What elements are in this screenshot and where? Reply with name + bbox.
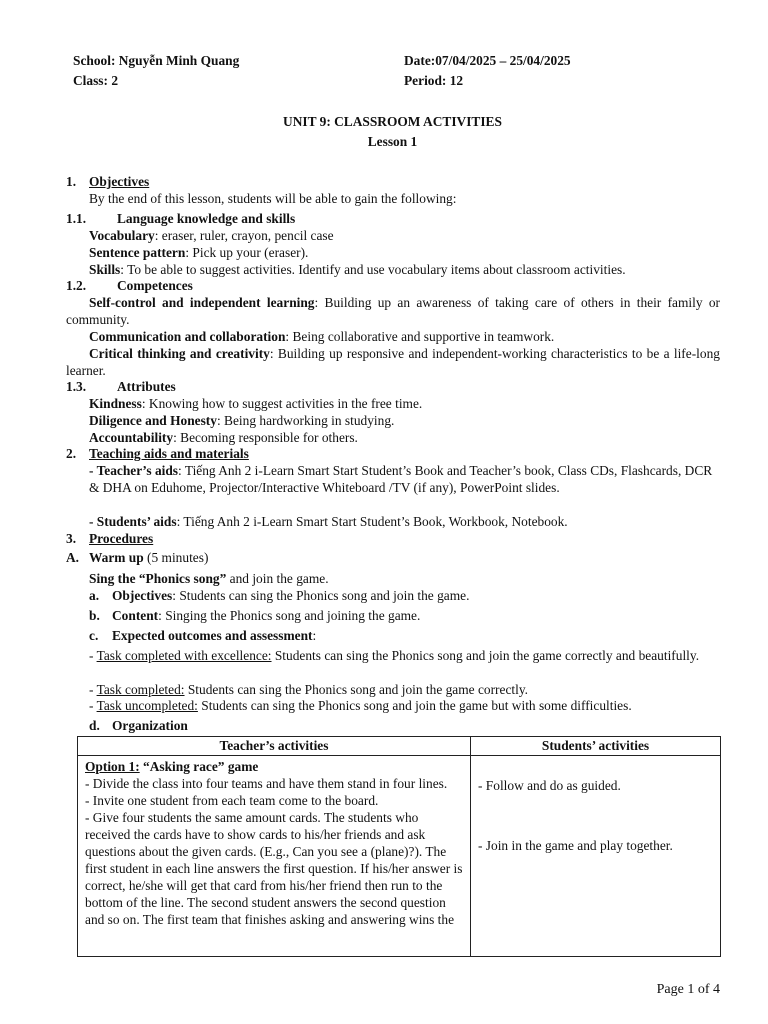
section-1-3-heading: Attributes (117, 379, 176, 394)
section-1-number: 1. (66, 174, 77, 189)
students-activities-header: Students’ activities (471, 737, 721, 756)
item-a-objectives: Objectives: Students can sing the Phonics song and join the game. (112, 588, 470, 603)
accountability-line: Accountability: Becoming responsible for others. (89, 430, 358, 445)
section-3-number: 3. (66, 531, 77, 546)
teacher-activities-header: Teacher’s activities (78, 737, 471, 756)
kindness-line: Kindness: Knowing how to suggest activities in the free time. (89, 396, 423, 411)
section-1-2-number: 1.2. (66, 278, 87, 293)
date-range: Date:07/04/2025 – 25/04/2025 (404, 53, 571, 68)
unit-title: UNIT 9: CLASSROOM ACTIVITIES (283, 114, 502, 129)
section-2-heading: Teaching aids and materials (89, 446, 249, 461)
diligence-line: Diligence and Honesty: Being hardworking in studying. (89, 413, 395, 428)
self-control-line: Self-control and independent learning: Building up an awareness of taking care of others in their family or community. (66, 295, 720, 327)
vocabulary-line: Vocabulary: eraser, ruler, crayon, pencil case (89, 228, 334, 243)
skills-line: Skills: To be able to suggest activities. Identify and use vocabulary items about classroom activities. (89, 262, 626, 277)
teacher-activities-cell (78, 756, 471, 957)
table-row (78, 756, 721, 957)
page-number: Page 1 of 4 (656, 982, 720, 997)
item-b-content: Content: Singing the Phonics song and joining the game. (112, 608, 421, 623)
warmup-heading: Warm up (5 minutes) (89, 550, 209, 565)
section-2-number: 2. (66, 446, 77, 461)
section-3-heading: Procedures (89, 531, 154, 546)
lesson-title: Lesson 1 (367, 134, 418, 149)
table-header-row (78, 737, 721, 756)
item-d-letter: d. (89, 718, 100, 733)
item-d-organization: Organization (112, 718, 188, 733)
class-name: Class: 2 (73, 73, 119, 88)
student-step-2: - Join in the game and play together. (478, 838, 673, 853)
task-excellence: - Task completed with excellence: Students can sing the Phonics song and join the game correctly and beautifully. (89, 648, 700, 663)
teacher-step-3: - Give four students the same amount cards. The students who received the cards have to show cards to his/her friends and ask questions about the given cards. (E.g., Can you see a (plane)?). The first student in each line answers the first question. If his/her answer is correct, he/she will get that card from his/her friend then run to the bottom of the line. The second student answers the second question and so on. The first team that finishes asking and answering wins the (85, 810, 463, 927)
warmup-letter: A. (66, 550, 80, 565)
task-completed: - Task completed: Students can sing the Phonics song and join the game correctly. (89, 682, 529, 697)
student-aids: - Students’ aids: Tiếng Anh 2 i-Learn Smart Start Student’s Book, Workbook, Notebook. (89, 514, 568, 529)
teacher-step-2: - Invite one student from each team come to the board. (85, 793, 379, 808)
task-uncompleted: - Task uncompleted: Students can sing the Phonics song and join the game but with some difficulties. (89, 698, 632, 713)
section-1-3-number: 1.3. (66, 379, 87, 394)
student-step-1: - Follow and do as guided. (478, 778, 621, 793)
item-c-letter: c. (89, 628, 99, 643)
school-name: School: Nguyễn Minh Quang (73, 53, 240, 68)
section-1-1-number: 1.1. (66, 211, 87, 226)
critical-thinking-line: Critical thinking and creativity: Building up responsive and independent-working characteristics to be a life-long learner. (66, 346, 720, 378)
section-1-2-heading: Competences (117, 278, 193, 293)
warmup-activity: Sing the “Phonics song” and join the game. (89, 571, 329, 586)
period-number: Period: 12 (404, 73, 464, 88)
students-activities-cell (471, 756, 721, 957)
communication-line: Communication and collaboration: Being collaborative and supportive in teamwork. (89, 329, 555, 344)
objectives-intro: By the end of this lesson, students will be able to gain the following: (89, 191, 457, 206)
item-c-outcomes: Expected outcomes and assessment: (112, 628, 317, 643)
item-a-letter: a. (89, 588, 100, 603)
teacher-aids: - Teacher’s aids: Tiếng Anh 2 i-Learn Smart Start Student’s Book and Teacher’s book, Class CDs, Flashcards, DCR & DHA on Eduhome, Projector/Interactive Whiteboard /TV (if any), PowerPoint slides. (89, 463, 713, 495)
section-1-1-heading: Language knowledge and skills (117, 211, 296, 226)
option-1-title: Option 1: “Asking race” game (85, 759, 259, 774)
item-b-letter: b. (89, 608, 100, 623)
activities-table (77, 736, 721, 957)
sentence-pattern-line: Sentence pattern: Pick up your (eraser). (89, 245, 309, 260)
section-1-heading: Objectives (89, 174, 150, 189)
teacher-step-1: - Divide the class into four teams and have them stand in four lines. (85, 776, 448, 791)
